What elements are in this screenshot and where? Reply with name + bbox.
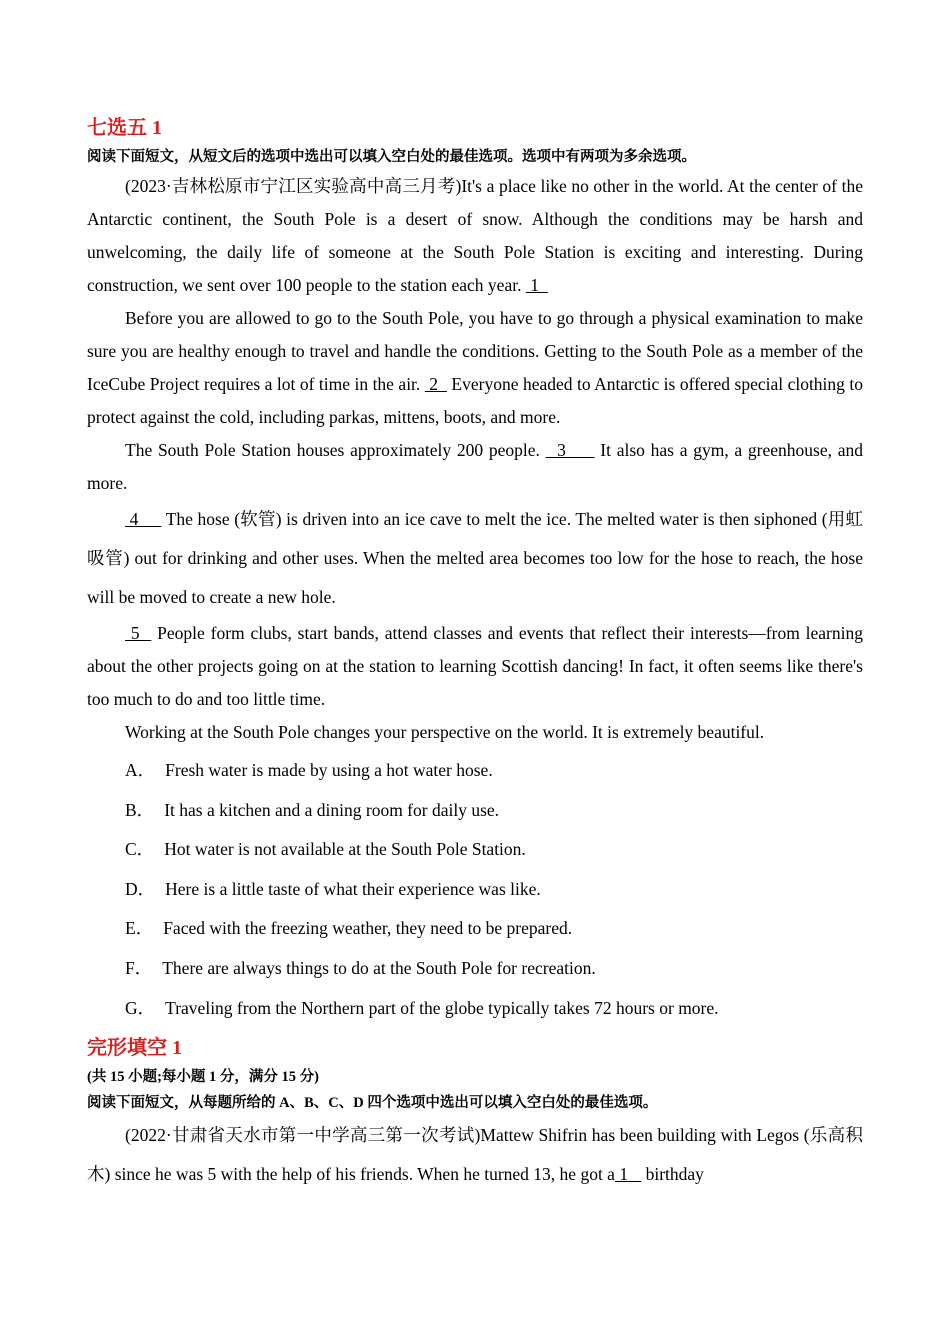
option-c: [87, 830, 863, 870]
passage-paragraph-5: [87, 617, 863, 716]
passage-paragraph-3: [87, 434, 863, 500]
blank-3: 3: [545, 440, 595, 460]
cloze-paragraph-1: [87, 1116, 863, 1194]
option-letter: B．: [125, 799, 155, 820]
passage-paragraph-1: [87, 170, 863, 302]
paragraph-text: People form clubs, start bands, attend classes and events that reflect their interests—from learning about the other projects going on at the station to learning Scottish dancing! In fact, it often seems like there's too much to do and too little time.: [87, 623, 864, 709]
option-text: Hot water is not available at the South Pole Station.: [164, 839, 526, 860]
option-text: Traveling from the Northern part of the globe typically takes 72 hours or more.: [165, 997, 719, 1018]
option-letter: C．: [125, 839, 155, 860]
passage-paragraph-4: [87, 500, 863, 617]
blank-1: 1: [525, 275, 548, 295]
cloze-blank-1: 1: [614, 1164, 642, 1185]
paragraph-text: birthday: [641, 1164, 704, 1185]
option-text: There are always things to do at the South Pole for recreation.: [162, 957, 596, 978]
paragraph-text: Everyone headed to Antarctic is offered special clothing to protect against the cold, including parkas, mittens, boots, and more.: [87, 374, 864, 427]
option-text: Faced with the freezing weather, they need to be prepared.: [163, 918, 573, 939]
option-b: [87, 791, 863, 831]
blank-4: 4: [125, 509, 162, 529]
blank-2: 2: [424, 374, 447, 394]
section-instruction: 阅读下面短文，从每题所给的 A、B、C、D 四个选项中选出可以填入空白处的最佳选项。: [87, 1095, 658, 1112]
paragraph-text: It also has a gym, a greenhouse, and more.: [87, 440, 863, 493]
option-letter: A．: [125, 760, 156, 780]
option-f: [87, 949, 863, 989]
options-list: [87, 751, 863, 1028]
paragraph-text: The South Pole Station houses approximately 200 people.: [125, 440, 546, 460]
option-g: [87, 989, 863, 1029]
blank-5: 5: [125, 623, 152, 643]
section-heading-cloze: 完形填空 1: [87, 1037, 182, 1060]
section-subheading: (共 15 小题;每小题 1 分，满分 15 分): [87, 1069, 319, 1086]
passage-paragraph-2: [87, 302, 863, 434]
paragraph-text: The hose (软管) is driven into an ice cave to melt the ice. The melted water is then siphoned (用虹吸管) out for drinking and other uses. When the melted area becomes too low for the hose to reach, the hose will be moved to create a new hole.: [87, 509, 863, 607]
option-letter: E．: [125, 918, 154, 939]
option-letter: F．: [125, 957, 153, 978]
document-page: [87, 112, 863, 1194]
option-e: [87, 909, 863, 949]
option-a: [87, 751, 863, 791]
option-text: Fresh water is made by using a hot water hose.: [165, 760, 493, 780]
option-letter: G．: [125, 997, 156, 1018]
paragraph-text: (2022·甘肃省天水市第一中学高三第一次考试)Mattew Shifrin has been building with Legos (乐高积木) since he was 5 with the help of his friends. When he turned 13, he got a: [87, 1125, 863, 1185]
passage-paragraph-6: Working at the South Pole changes your perspective on the world. It is extremely beautiful.: [125, 722, 765, 742]
option-text: It has a kitchen and a dining room for daily use.: [164, 799, 500, 820]
option-d: [87, 870, 863, 910]
option-text: Here is a little taste of what their experience was like.: [165, 878, 541, 899]
paragraph-text: Before you are allowed to go to the South Pole, you have to go through a physical examination to make sure you are healthy enough to travel and handle the conditions. Getting to the South Pole as a member of the IceCube Project requires a lot of time in the air.: [87, 308, 863, 394]
paragraph-text: (2023·吉林松原市宁江区实验高中高三月考)It's a place like no other in the world. At the center of the Antarctic continent, the South Pole is a desert of snow. Although the conditions may be harsh and unwelcoming, the daily life of someone at the South Pole Station is exciting and interesting. During construction, we sent over 100 people to the station each year.: [87, 176, 863, 295]
section-instruction: 阅读下面短文，从短文后的选项中选出可以填入空白处的最佳选项。选项中有两项为多余选项。: [87, 149, 696, 165]
section-heading-seven-choose-five: 七选五 1: [87, 117, 162, 139]
option-letter: D．: [125, 878, 156, 899]
